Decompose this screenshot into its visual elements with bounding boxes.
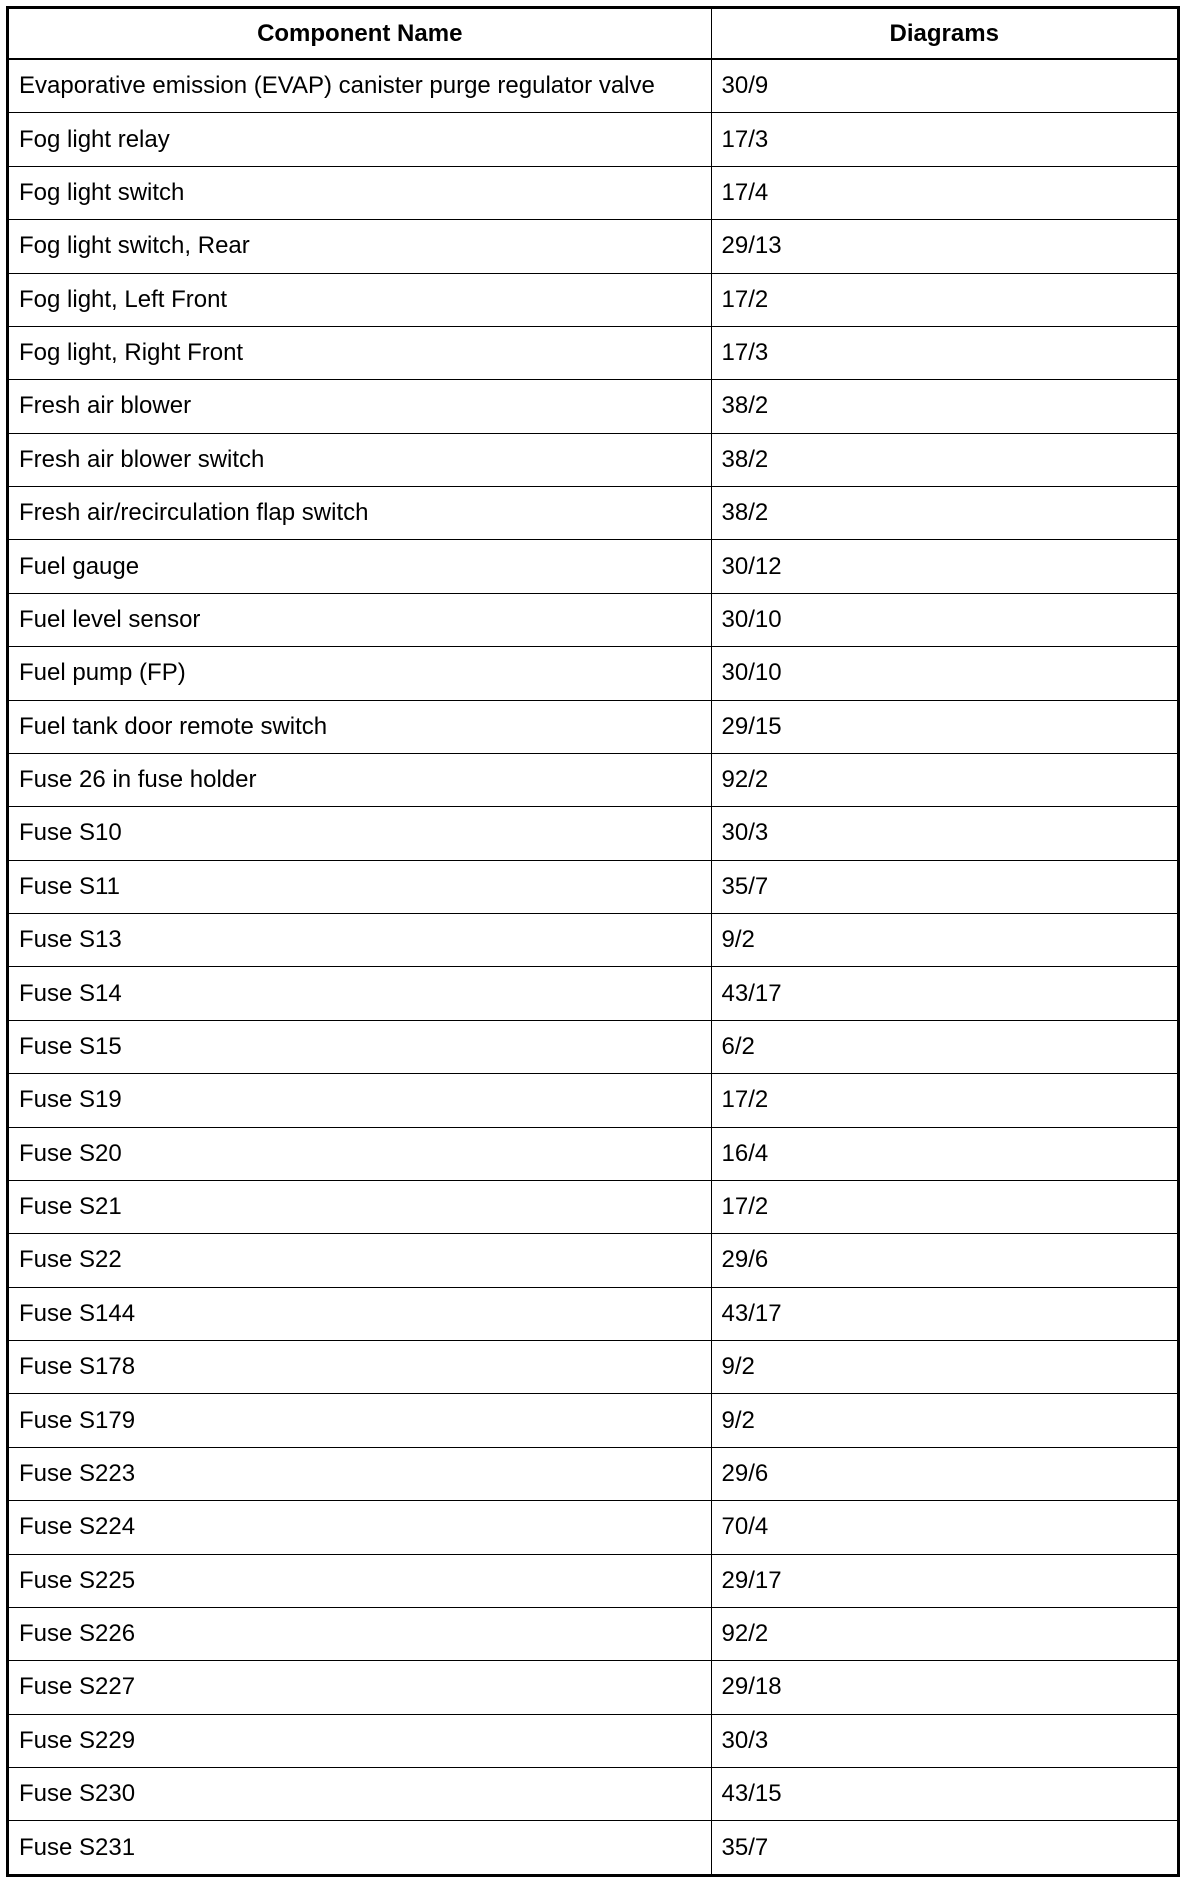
table-row [9, 220, 1177, 273]
component-name-cell: Fuse S14 [9, 967, 711, 1020]
table-row [9, 113, 1177, 166]
diagram-reference-cell: 9/2 [711, 1394, 1177, 1447]
diagram-reference-cell: 30/12 [711, 540, 1177, 593]
diagram-reference-cell: 30/3 [711, 807, 1177, 860]
diagram-reference-cell: 30/9 [711, 59, 1177, 113]
table-row [9, 273, 1177, 326]
component-name-cell: Fresh air blower [9, 380, 711, 433]
diagram-reference-cell: 17/3 [711, 326, 1177, 379]
diagram-reference-cell: 29/18 [711, 1661, 1177, 1714]
diagram-reference-cell: 92/2 [711, 753, 1177, 806]
component-name-cell: Fog light switch, Rear [9, 220, 711, 273]
diagram-reference-cell: 92/2 [711, 1607, 1177, 1660]
table-row [9, 1287, 1177, 1340]
diagram-reference-cell: 29/15 [711, 700, 1177, 753]
table-row [9, 1607, 1177, 1660]
component-name-cell: Fuel pump (FP) [9, 647, 711, 700]
diagram-reference-cell: 30/10 [711, 647, 1177, 700]
diagram-reference-cell: 30/10 [711, 593, 1177, 646]
component-name-cell: Fuse S178 [9, 1341, 711, 1394]
component-name-cell: Fuse S225 [9, 1554, 711, 1607]
table-row [9, 1341, 1177, 1394]
table-row [9, 967, 1177, 1020]
column-header-component-name: Component Name [9, 9, 711, 59]
diagram-reference-cell: 70/4 [711, 1501, 1177, 1554]
diagram-reference-cell: 35/7 [711, 860, 1177, 913]
table-row [9, 1661, 1177, 1714]
table-row [9, 1180, 1177, 1233]
table-body [9, 59, 1177, 1874]
diagram-reference-cell: 35/7 [711, 1821, 1177, 1874]
diagram-reference-cell: 9/2 [711, 1341, 1177, 1394]
table-row [9, 380, 1177, 433]
component-name-cell: Fuse S11 [9, 860, 711, 913]
table-row [9, 914, 1177, 967]
diagram-reference-cell: 43/17 [711, 967, 1177, 1020]
table-row [9, 1821, 1177, 1874]
component-name-cell: Fuse 26 in fuse holder [9, 753, 711, 806]
component-name-cell: Fuse S10 [9, 807, 711, 860]
table-row [9, 647, 1177, 700]
diagram-reference-cell: 9/2 [711, 914, 1177, 967]
table-row [9, 166, 1177, 219]
table-row [9, 860, 1177, 913]
diagram-reference-cell: 29/6 [711, 1447, 1177, 1500]
table-row [9, 1768, 1177, 1821]
diagram-reference-cell: 30/3 [711, 1714, 1177, 1767]
diagram-reference-cell: 17/3 [711, 113, 1177, 166]
table-row [9, 1554, 1177, 1607]
component-name-cell: Fuse S224 [9, 1501, 711, 1554]
component-name-cell: Fog light relay [9, 113, 711, 166]
table-row [9, 1501, 1177, 1554]
component-diagram-table-frame [6, 6, 1180, 1877]
component-name-cell: Fresh air blower switch [9, 433, 711, 486]
diagram-reference-cell: 38/2 [711, 380, 1177, 433]
table-row [9, 700, 1177, 753]
diagram-reference-cell: 17/2 [711, 1180, 1177, 1233]
component-name-cell: Fuse S19 [9, 1074, 711, 1127]
diagram-reference-cell: 16/4 [711, 1127, 1177, 1180]
table-row [9, 1394, 1177, 1447]
table-header-row [9, 9, 1177, 59]
component-diagram-table [9, 9, 1177, 1874]
table-row [9, 1020, 1177, 1073]
component-name-cell: Fuel level sensor [9, 593, 711, 646]
diagram-reference-cell: 29/13 [711, 220, 1177, 273]
diagram-reference-cell: 38/2 [711, 433, 1177, 486]
table-row [9, 59, 1177, 113]
component-name-cell: Fuse S227 [9, 1661, 711, 1714]
diagram-reference-cell: 6/2 [711, 1020, 1177, 1073]
table-row [9, 1714, 1177, 1767]
component-name-cell: Fuse S21 [9, 1180, 711, 1233]
diagram-reference-cell: 38/2 [711, 487, 1177, 540]
component-name-cell: Fuse S223 [9, 1447, 711, 1500]
component-name-cell: Fuse S15 [9, 1020, 711, 1073]
diagram-reference-cell: 29/6 [711, 1234, 1177, 1287]
table-row [9, 540, 1177, 593]
component-name-cell: Fresh air/recirculation flap switch [9, 487, 711, 540]
component-name-cell: Fuse S229 [9, 1714, 711, 1767]
component-name-cell: Fuel gauge [9, 540, 711, 593]
diagram-reference-cell: 17/2 [711, 273, 1177, 326]
component-name-cell: Fuse S13 [9, 914, 711, 967]
component-name-cell: Fuse S226 [9, 1607, 711, 1660]
table-row [9, 753, 1177, 806]
table-row [9, 593, 1177, 646]
component-name-cell: Fuse S144 [9, 1287, 711, 1340]
table-row [9, 326, 1177, 379]
component-name-cell: Fog light, Left Front [9, 273, 711, 326]
table-row [9, 1127, 1177, 1180]
component-name-cell: Fuse S22 [9, 1234, 711, 1287]
table-row [9, 1234, 1177, 1287]
component-name-cell: Evaporative emission (EVAP) canister purge regulator valve [9, 59, 711, 113]
component-name-cell: Fuel tank door remote switch [9, 700, 711, 753]
component-name-cell: Fuse S20 [9, 1127, 711, 1180]
component-name-cell: Fog light switch [9, 166, 711, 219]
diagram-reference-cell: 29/17 [711, 1554, 1177, 1607]
component-name-cell: Fuse S230 [9, 1768, 711, 1821]
table-row [9, 1074, 1177, 1127]
table-row [9, 1447, 1177, 1500]
diagram-reference-cell: 17/4 [711, 166, 1177, 219]
component-name-cell: Fuse S179 [9, 1394, 711, 1447]
table-row [9, 487, 1177, 540]
diagram-reference-cell: 43/17 [711, 1287, 1177, 1340]
component-name-cell: Fuse S231 [9, 1821, 711, 1874]
component-name-cell: Fog light, Right Front [9, 326, 711, 379]
column-header-diagrams: Diagrams [711, 9, 1177, 59]
diagram-reference-cell: 43/15 [711, 1768, 1177, 1821]
table-row [9, 807, 1177, 860]
diagram-reference-cell: 17/2 [711, 1074, 1177, 1127]
table-row [9, 433, 1177, 486]
